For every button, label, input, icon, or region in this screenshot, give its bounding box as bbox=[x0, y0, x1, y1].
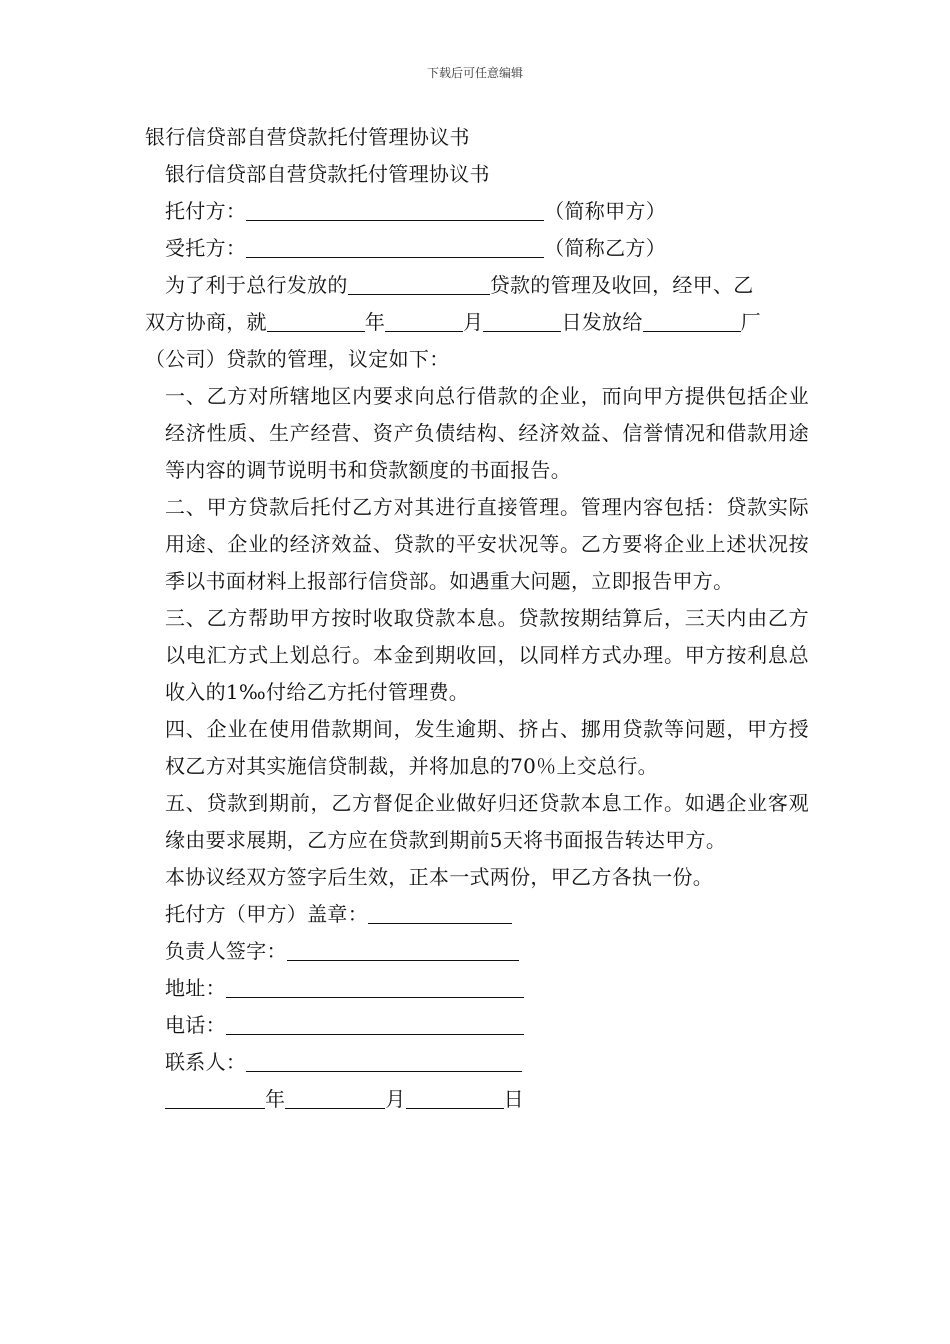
address-label: 地址： bbox=[165, 976, 226, 1000]
page-header: 下载后可任意编辑 bbox=[426, 66, 523, 80]
phone-label: 电话： bbox=[165, 1013, 226, 1037]
intro-month-label: 月 bbox=[463, 310, 484, 334]
sign-year-blank[interactable] bbox=[165, 1088, 265, 1109]
party-a-line bbox=[145, 193, 809, 230]
address-line bbox=[145, 970, 809, 1007]
address-blank[interactable] bbox=[226, 977, 524, 998]
loan-type-blank[interactable] bbox=[348, 274, 490, 295]
party-b-note: （简称乙方） bbox=[544, 236, 667, 260]
document-subtitle: 银行信贷部自营贷款托付管理协议书 bbox=[165, 162, 490, 186]
contact-blank[interactable] bbox=[246, 1051, 522, 1072]
intro-text-c: 双方协商，就 bbox=[145, 310, 267, 334]
intro-year-label: 年 bbox=[364, 310, 386, 334]
intro-day-blank[interactable] bbox=[483, 311, 561, 332]
seal-blank[interactable] bbox=[368, 903, 512, 924]
clause-1: 一、乙方对所辖地区内要求向总行借款的企业，而向甲方提供包括企业经济性质、生产经营、资产负债结构、经济效益、信誉情况和借款用途等内容的调节说明书和贷款额度的书面报告。 bbox=[165, 384, 809, 482]
party-a-note: （简称甲方） bbox=[544, 199, 667, 223]
party-a-label: 托付方： bbox=[165, 199, 247, 223]
intro-line-3: （公司）贷款的管理，议定如下： bbox=[145, 347, 450, 371]
factory-blank[interactable] bbox=[643, 311, 741, 332]
signer-label: 负责人签字： bbox=[165, 939, 287, 963]
sign-day-label: 日 bbox=[503, 1087, 524, 1111]
party-a-blank[interactable] bbox=[246, 200, 544, 221]
document-title: 银行信贷部自营贷款托付管理协议书 bbox=[145, 125, 470, 149]
contact-line bbox=[145, 1044, 809, 1081]
seal-line bbox=[145, 896, 809, 933]
effect-statement: 本协议经双方签字后生效，正本一式两份，甲乙方各执一份。 bbox=[165, 865, 714, 889]
party-b-blank[interactable] bbox=[246, 237, 544, 258]
sign-month-label: 月 bbox=[385, 1087, 406, 1111]
intro-month-blank[interactable] bbox=[385, 311, 463, 332]
clause-2: 二、甲方贷款后托付乙方对其进行直接管理。管理内容包括：贷款实际用途、企业的经济效益、贷款的平安状况等。乙方要将企业上述状况按季以书面材料上报部行信贷部。如遇重大问题，立即报告甲方。 bbox=[165, 495, 809, 593]
phone-line bbox=[145, 1007, 809, 1044]
intro-text-a: 为了利于总行发放的 bbox=[165, 273, 348, 297]
party-b-label: 受托方： bbox=[165, 236, 247, 260]
clause-4: 四、企业在使用借款期间，发生逾期、挤占、挪用贷款等问题，甲方授权乙方对其实施信贷制裁，并将加息的70％上交总行。 bbox=[165, 717, 809, 778]
clause-3: 三、乙方帮助甲方按时收取贷款本息。贷款按期结算后，三天内由乙方以电汇方式上划总行。本金到期收回，以同样方式办理。甲方按利息总收入的1‰付给乙方托付管理费。 bbox=[165, 606, 809, 704]
sign-year-label: 年 bbox=[265, 1087, 286, 1111]
date-line bbox=[145, 1081, 809, 1118]
signer-blank[interactable] bbox=[287, 940, 519, 961]
intro-day-label: 日发放给 bbox=[561, 310, 643, 334]
intro-factory-label: 厂 bbox=[740, 310, 761, 334]
phone-blank[interactable] bbox=[226, 1014, 524, 1035]
intro-year-blank[interactable] bbox=[267, 311, 365, 332]
signer-line bbox=[145, 933, 809, 970]
intro-line-2 bbox=[145, 304, 809, 341]
sign-day-blank[interactable] bbox=[406, 1088, 504, 1109]
intro-text-b: 贷款的管理及收回，经甲、乙 bbox=[489, 273, 754, 297]
intro-line-1 bbox=[145, 267, 809, 304]
sign-month-blank[interactable] bbox=[285, 1088, 385, 1109]
document-body bbox=[145, 119, 809, 1118]
party-b-line bbox=[145, 230, 809, 267]
clause-5: 五、贷款到期前，乙方督促企业做好归还贷款本息工作。如遇企业客观缘由要求展期，乙方应在贷款到期前5天将书面报告转达甲方。 bbox=[165, 791, 809, 852]
seal-label: 托付方（甲方）盖章： bbox=[165, 902, 368, 926]
contact-label: 联系人： bbox=[165, 1050, 247, 1074]
